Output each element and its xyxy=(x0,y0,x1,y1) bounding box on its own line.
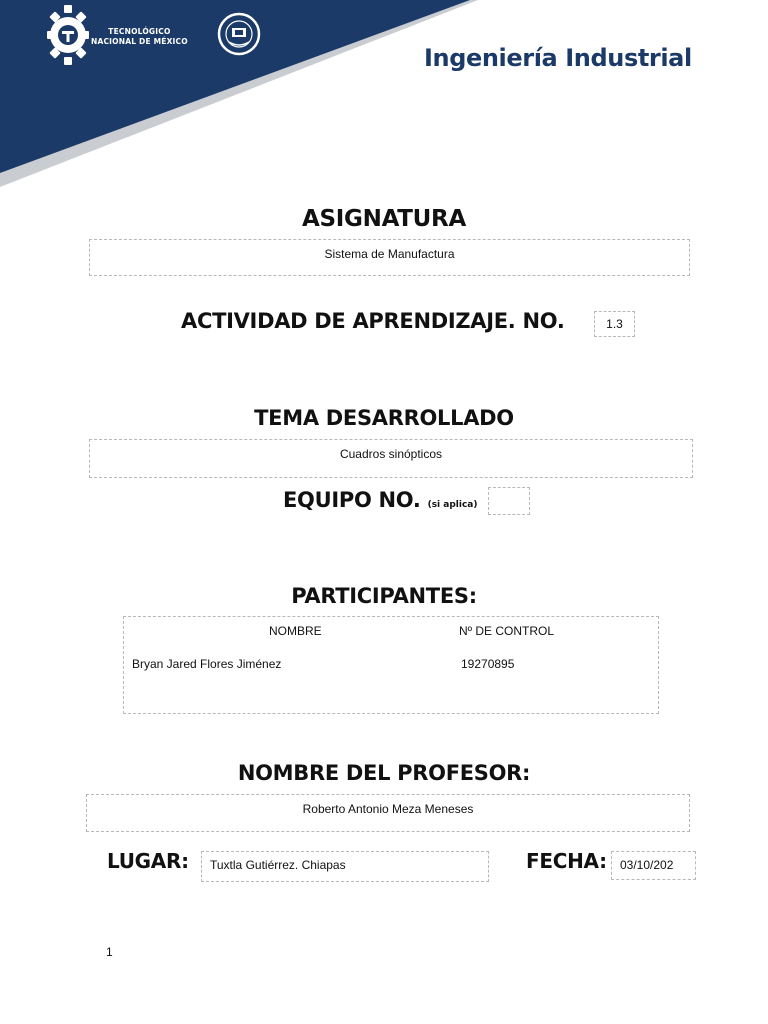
asignatura-heading: ASIGNATURA xyxy=(302,206,466,232)
participant-control[interactable]: 19270895 xyxy=(461,657,515,671)
institution-line-2: NACIONAL DE MÉXICO xyxy=(91,37,188,46)
tema-heading: TEMA DESARROLLADO xyxy=(254,406,514,430)
profesor-field[interactable] xyxy=(86,794,690,832)
actividad-heading: ACTIVIDAD DE APRENDIZAJE. NO. xyxy=(181,309,565,333)
lugar-field[interactable] xyxy=(201,851,489,882)
participantes-heading: PARTICIPANTES: xyxy=(291,584,477,608)
fecha-field[interactable] xyxy=(611,851,696,880)
equipo-label: EQUIPO NO. xyxy=(283,488,421,512)
lugar-heading: LUGAR: xyxy=(107,849,189,873)
tema-field[interactable] xyxy=(89,439,693,478)
actividad-number-value: 1.3 xyxy=(606,317,623,331)
column-header-nombre: NOMBRE xyxy=(269,624,322,638)
participantes-table xyxy=(123,616,659,714)
program-title: Ingeniería Industrial xyxy=(424,44,692,72)
tecnm-gear-logo-icon xyxy=(46,4,90,66)
equipo-note: (si aplica) xyxy=(427,500,478,510)
tema-value: Cuadros sinópticos xyxy=(339,447,443,461)
column-header-control: Nº DE CONTROL xyxy=(459,624,555,638)
actividad-number-field[interactable] xyxy=(594,311,635,337)
profesor-value: Roberto Antonio Meza Meneses xyxy=(302,802,474,816)
profesor-heading: NOMBRE DEL PROFESOR: xyxy=(237,761,531,785)
participant-name[interactable]: Bryan Jared Flores Jiménez xyxy=(132,657,282,671)
fecha-heading: FECHA: xyxy=(526,849,607,873)
fecha-value: 03/10/202 xyxy=(620,858,674,872)
campus-seal-icon xyxy=(216,12,262,56)
asignatura-value: Sistema de Manufactura xyxy=(324,247,455,261)
equipo-number-field[interactable] xyxy=(488,487,530,515)
page-number: 1 xyxy=(106,945,113,959)
equipo-heading xyxy=(283,488,477,512)
institution-line-1: TECNOLÓGICO xyxy=(108,27,171,36)
institution-name xyxy=(91,27,188,47)
asignatura-field[interactable] xyxy=(89,239,690,276)
lugar-value: Tuxtla Gutiérrez. Chiapas xyxy=(210,858,346,872)
